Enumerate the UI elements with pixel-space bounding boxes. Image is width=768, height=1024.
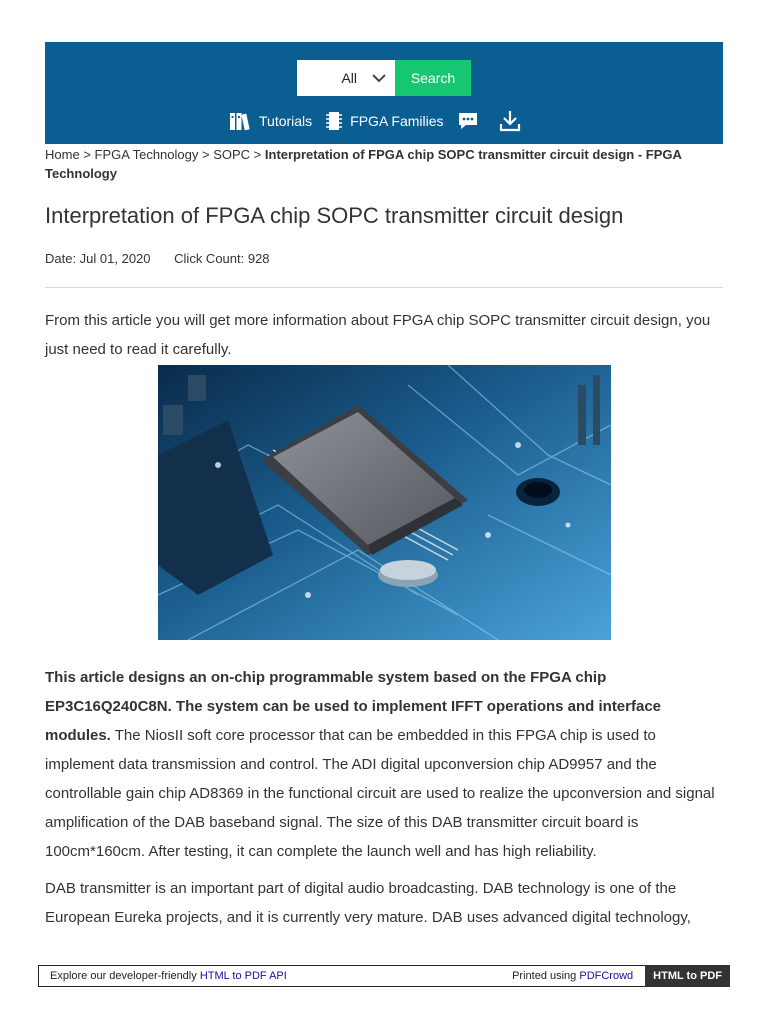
header-bar	[45, 42, 723, 144]
chip-icon	[324, 110, 344, 132]
article-image	[158, 365, 611, 640]
article-paragraph-1	[45, 663, 723, 866]
books-icon	[229, 111, 253, 131]
breadcrumb-current: Interpretation of FPGA chip SOPC transmitter circuit design - FPGA Technology	[45, 147, 682, 181]
download-icon	[498, 109, 522, 133]
pdfcrowd-link[interactable]: PDFCrowd	[579, 970, 634, 982]
pdf-footer-left	[39, 970, 512, 982]
chevron-down-icon	[371, 72, 387, 84]
search-bar	[297, 60, 471, 96]
pdf-footer-printed-text: Printed using	[512, 970, 577, 982]
nav-chat[interactable]	[456, 110, 486, 132]
article-paragraph-2: DAB transmitter is an important part of digital audio broadcasting. DAB technology is one of the European Eureka projects, and it is currently very mature. DAB uses advanced digital technology,	[45, 880, 691, 926]
nav-download[interactable]	[498, 109, 528, 133]
article-paragraph-1-bold: This article designs an on-chip programmable system based on the FPGA chip EP3C16Q240C8N. The system can be used to implement IFFT operations and interface modules.	[45, 669, 662, 744]
breadcrumb-separator: >	[83, 147, 91, 162]
html-to-pdf-api-link[interactable]: HTML to PDF API	[199, 970, 287, 982]
divider	[45, 287, 723, 288]
chat-icon	[456, 110, 480, 132]
article-meta	[45, 251, 290, 266]
article-paragraph-1-rest: The NiosII soft core processor that can be embedded in this FPGA chip is used to implement data transmission and control. The ADI digital upconversion chip AD9957 and the controllable gain chip AD8369 in the functional circuit are used to realize the upconversion and signal amplification of the DAB baseband signal. The size of this DAB transmitter circuit board is 100cm*160cm. After testing, it can complete the launch well and has high reliability.	[45, 727, 715, 860]
breadcrumb-sopc[interactable]: SOPC	[213, 147, 251, 162]
nav-fpga-families-label: FPGA Families	[350, 113, 444, 129]
pdf-footer	[38, 965, 730, 987]
search-scope-value: All	[341, 70, 357, 86]
nav-tutorials[interactable]	[229, 111, 312, 131]
search-button[interactable]: Search	[395, 60, 471, 96]
header-nav	[229, 108, 540, 134]
breadcrumb-separator: >	[253, 147, 262, 162]
page-title: Interpretation of FPGA chip SOPC transmitter circuit design	[45, 203, 624, 228]
article-date: Date: Jul 01, 2020	[45, 251, 151, 266]
pdf-footer-printed	[512, 970, 633, 982]
click-count: Click Count: 928	[174, 251, 270, 266]
breadcrumb-home[interactable]: Home	[45, 147, 80, 162]
breadcrumb-separator: >	[201, 147, 210, 162]
nav-fpga-families[interactable]	[324, 110, 443, 132]
nav-tutorials-label: Tutorials	[259, 113, 313, 129]
html-to-pdf-tag[interactable]: HTML to PDF	[645, 965, 730, 987]
article-intro: From this article you will get more information about FPGA chip SOPC transmitter circuit design, you just need to read it carefully.	[45, 312, 711, 358]
search-scope-select[interactable]	[297, 60, 395, 96]
breadcrumb	[45, 145, 723, 183]
pdf-footer-explore: Explore our developer-friendly	[50, 970, 197, 982]
breadcrumb-fpga-technology[interactable]: FPGA Technology	[94, 147, 199, 162]
